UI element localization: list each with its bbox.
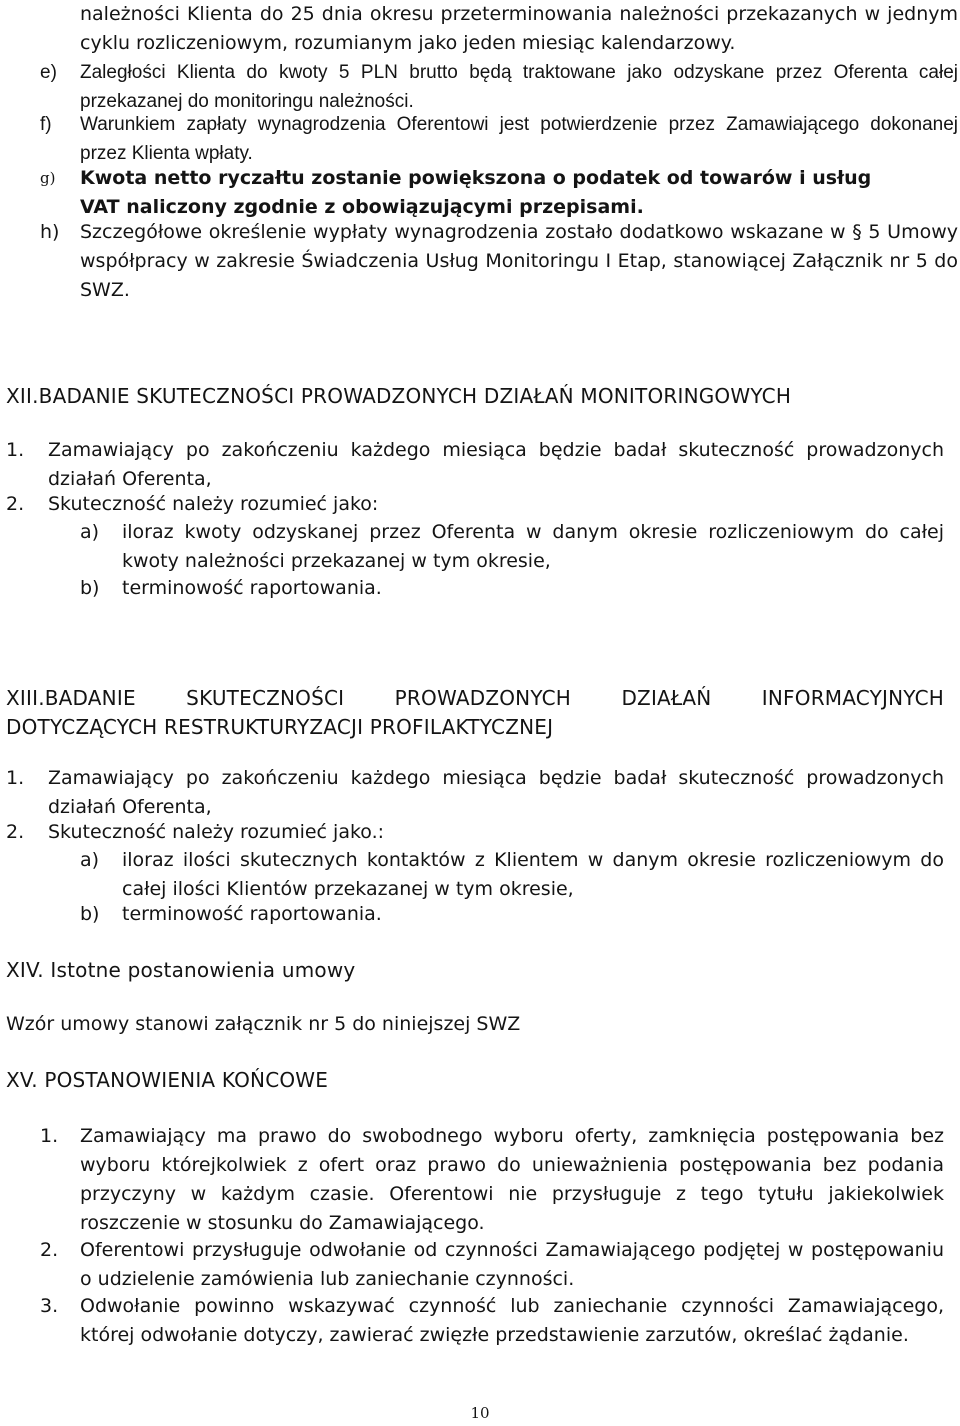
item-marker-f: f) (40, 114, 52, 135)
xiii-item-2-marker: 2. (6, 821, 25, 843)
xii-subitem-b-text: terminowość raportowania. (122, 577, 382, 599)
section-xiv-heading: XIV. Istotne postanowienia umowy (6, 958, 356, 982)
section-xiv-text: Wzór umowy stanowi załącznik nr 5 do niniejszej SWZ (6, 1013, 521, 1035)
item-marker-g: g) (40, 169, 56, 187)
section-xiii-heading-line2: DOTYCZĄCYCH RESTRUKTURYZACJI PROFILAKTYCZNEJ (6, 715, 554, 739)
xiii-item-1-text: Zamawiający po zakończeniu każdego miesiąca będzie badał skuteczność prowadzonych działań Oferenta, (48, 767, 944, 818)
xiii-subitem-b-text: terminowość raportowania. (122, 903, 382, 925)
item-text-g: Kwota netto ryczałtu zostanie powiększona o podatek od towarów i usług VAT naliczony zgodnie z obowiązującymi przepisami. (80, 167, 872, 218)
item-text-e: Zaległości Klienta do kwoty 5 PLN brutto będą traktowane jako odzyskane przez Oferenta całej przekazanej do monitoringu należności. (80, 62, 958, 112)
xiii-item-1-marker: 1. (6, 767, 25, 789)
item-text-f: Warunkiem zapłaty wynagrodzenia Oferentowi jest potwierdzenie przez Zamawiającego dokonanej przez Klienta wpłaty. (80, 114, 958, 164)
xii-item-1-marker: 1. (6, 439, 25, 461)
xii-subitem-a-marker: a) (80, 521, 100, 543)
xii-item-2-marker: 2. (6, 493, 25, 515)
xii-item-2-text: Skuteczność należy rozumieć jako: (48, 493, 379, 515)
xv-item-3-text: Odwołanie powinno wskazywać czynność lub zaniechanie czynności Zamawiającego, której odwołanie dotyczy, zawierać zwięzłe przedstawienie zarzutów, określać żądanie. (80, 1295, 944, 1346)
xv-item-1-marker: 1. (40, 1125, 59, 1147)
item-text-h: Szczegółowe określenie wypłaty wynagrodzenia zostało dodatkowo wskazane w § 5 Umowy współpracy w zakresie Świadczenia Usług Monitoringu I Etap, stanowiącej Załącznik nr 5 do SWZ. (80, 221, 958, 301)
xiii-subitem-b-marker: b) (80, 903, 100, 925)
continuation-paragraph: należności Klienta do 25 dnia okresu przeterminowania należności przekazanych w jednym cyklu rozliczeniowym, rozumianym jako jeden miesiąc kalendarzowy. (80, 3, 958, 54)
xiii-item-2-text: Skuteczność należy rozumieć jako.: (48, 821, 385, 843)
section-xiii-heading-line1: XIII.BADANIE SKUTECZNOŚCI PROWADZONYCH DZIAŁAŃ INFORMACYJNYCH (6, 686, 944, 710)
xv-item-3-marker: 3. (40, 1295, 59, 1317)
xii-subitem-a-text: iloraz kwoty odzyskanej przez Oferenta w danym okresie rozliczeniowym do całej kwoty należności przekazanej w tym okresie, (122, 521, 944, 572)
xii-subitem-b-marker: b) (80, 577, 100, 599)
item-marker-e: e) (40, 62, 57, 83)
section-xv-heading: XV. POSTANOWIENIA KOŃCOWE (6, 1068, 329, 1092)
page-number: 10 (470, 1404, 490, 1422)
xii-item-1-text: Zamawiający po zakończeniu każdego miesiąca będzie badał skuteczność prowadzonych działań Oferenta, (48, 439, 944, 490)
section-xiii-heading (6, 684, 944, 742)
xiii-subitem-a-marker: a) (80, 849, 100, 871)
xv-item-2-marker: 2. (40, 1239, 59, 1261)
item-marker-h: h) (40, 221, 60, 243)
xiii-subitem-a-text: iloraz ilości skutecznych kontaktów z Klientem w danym okresie rozliczeniowym do całej ilości Klientów przekazanej w tym okresie, (122, 849, 944, 900)
section-xii-heading: XII.BADANIE SKUTECZNOŚCI PROWADZONYCH DZIAŁAŃ MONITORINGOWYCH (6, 384, 792, 408)
xv-item-1-text: Zamawiający ma prawo do swobodnego wyboru oferty, zamknięcia postępowania bez wyboru którejkolwiek z ofert oraz prawo do unieważnienia postępowania bez podania przyczyny w każdym czasie. Oferentowi nie przysługuje z tego tytułu jakiekolwiek roszczenie w stosunku do Zamawiającego. (80, 1125, 944, 1234)
xv-item-2-text: Oferentowi przysługuje odwołanie od czynności Zamawiającego podjętej w postępowaniu o udzielenie zamówienia lub zaniechanie czynności. (80, 1239, 944, 1290)
